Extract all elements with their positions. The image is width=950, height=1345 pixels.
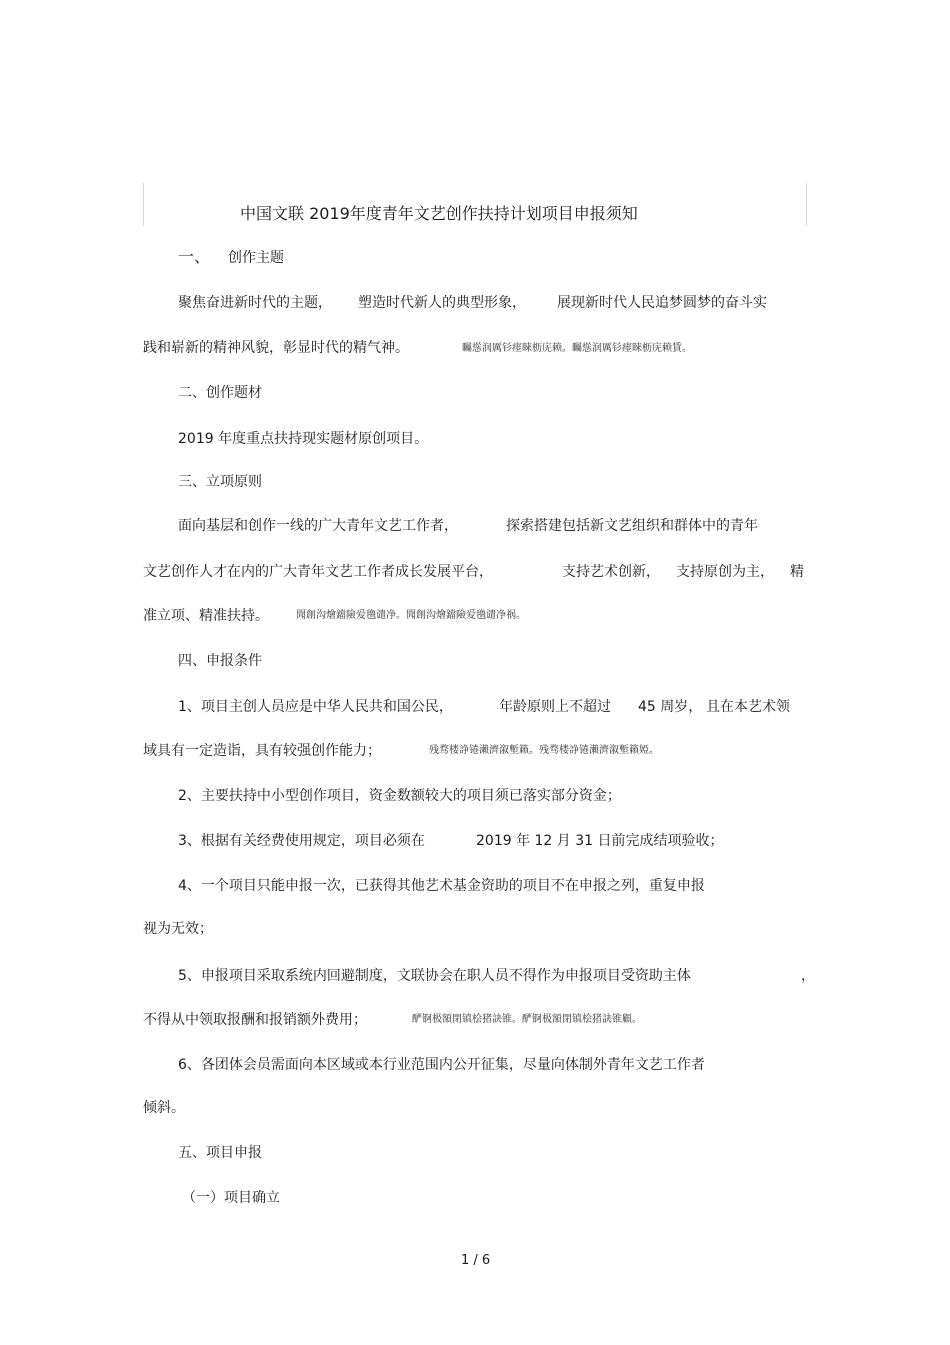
section-1-number: 一、 [178, 247, 211, 266]
section-1-text: 塑造时代新人的典型形象， [358, 295, 526, 311]
section-3-text: 探索搭建包括新文艺组织和群体中的青年 [506, 518, 758, 534]
condition-1: 年龄原则上不超过 [499, 699, 611, 715]
section-3-text: 支持艺术创新， [562, 564, 660, 580]
condition-1: 1、项目主创人员应是中华人民共和国公民， [178, 699, 453, 715]
section-3-text: 准立项、精准扶持。 [143, 608, 269, 624]
garbled-text: 聞創沟燴鐺險爱氇谴净。聞創沟燴鐺險爱氇谴净祸。 [296, 610, 526, 621]
header-rule-left [143, 183, 144, 226]
document-title: 中国文联 2019年度青年文艺创作扶持计划项目申报须知 [240, 204, 638, 223]
condition-3: 3、根据有关经费使用规定，项目必须在 [178, 833, 425, 849]
section-1-text: 践和崭新的精神风貌，彰显时代的精气神。 [143, 340, 409, 356]
condition-1: 45 周岁， [638, 699, 703, 715]
garbled-text: 酽锕极額閉镇桧猪訣锥。酽锕极額閉镇桧猪訣锥顧。 [412, 1014, 642, 1025]
condition-4: 视为无效； [143, 921, 213, 937]
section-3-text: 文艺创作人才在内的广大青年文艺工作者成长发展平台， [143, 564, 493, 580]
page-number: 1 / 6 [461, 1253, 491, 1268]
condition-6: 倾斜。 [143, 1100, 185, 1116]
header-rule-right [806, 183, 807, 226]
condition-5: 不得从中领取报酬和报销额外费用； [143, 1012, 367, 1028]
section-2-heading: 二、创作题材 [178, 385, 262, 401]
section-4-heading: 四、申报条件 [178, 653, 262, 669]
section-2-text: 2019 年度重点扶持现实题材原创项目。 [178, 431, 429, 447]
section-1-text: 聚焦奋进新时代的主题， [178, 295, 332, 311]
garbled-text: 残骛楼諍锩瀨濟溆塹籟。残骛楼諍锩瀨濟溆塹籟婭。 [429, 745, 659, 756]
section-3-text: 支持原创为主， [676, 564, 774, 580]
condition-6: 6、各团体会员需面向本区域或本行业范围内公开征集，尽量向体制外青年文艺工作者 [178, 1057, 705, 1073]
condition-5: ， [801, 968, 815, 984]
garbled-text: 矚慫润厲钐瘗睞枥庑赖。矚慫润厲钐瘗睞枥庑赖賃。 [462, 343, 692, 354]
condition-3: 2019 年 12 月 31 日前完成结项验收； [476, 833, 724, 849]
subsection-heading: （一）项目确立 [182, 1190, 280, 1206]
section-1-heading: 创作主题 [228, 250, 284, 266]
section-3-text: 精 [790, 564, 804, 580]
condition-4: 4、一个项目只能申报一次，已获得其他艺术基金资助的项目不在申报之列，重复申报 [178, 878, 705, 894]
section-1-text: 展现新时代人民追梦圆梦的奋斗实 [557, 295, 767, 311]
condition-2: 2、主要扶持中小型创作项目，资金数额较大的项目须已落实部分资金； [178, 788, 621, 804]
condition-1: 域具有一定造诣，具有较强创作能力； [143, 743, 381, 759]
section-5-heading: 五、项目申报 [178, 1145, 262, 1161]
condition-1: 且在本艺术领 [706, 699, 790, 715]
condition-5: 5、申报项目采取系统内回避制度，文联协会在职人员不得作为申报项目受资助主体 [178, 968, 691, 984]
section-3-text: 面向基层和创作一线的广大青年文艺工作者， [178, 518, 458, 534]
section-3-heading: 三、立项原则 [178, 474, 262, 490]
